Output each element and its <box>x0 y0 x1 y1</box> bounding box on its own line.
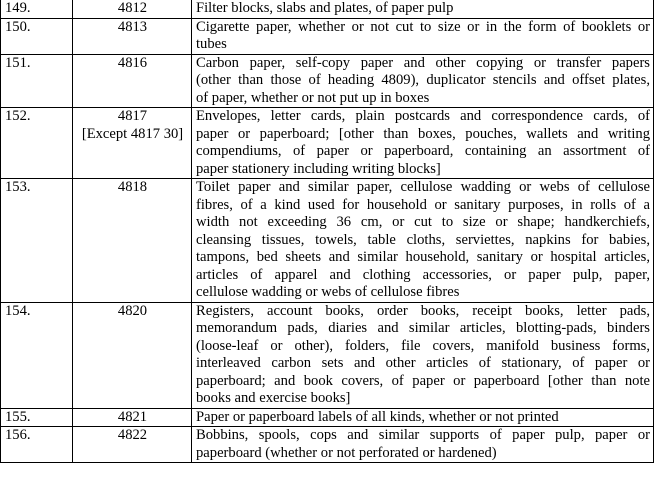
tariff-heading-code: 4821 <box>117 408 148 425</box>
description-cell <box>192 427 654 463</box>
description-line: (other than those of heading 4809), duplicator stencils and offset plates, <box>196 72 650 88</box>
description-line: paper stationery including writing blocks] <box>196 160 441 177</box>
description-line: Cigarette paper, whether or not cut to size or in the form of booklets or <box>196 18 650 35</box>
description-line: books and exercise books] <box>196 390 351 406</box>
serial-number-cell: 152. <box>1 108 73 179</box>
description-line: Paper or paperboard labels of all kinds, whether or not printed <box>196 408 559 425</box>
serial-number-cell: 155. <box>1 408 73 427</box>
description-cell <box>192 18 654 54</box>
tariff-heading-cell <box>73 408 192 427</box>
description-line: Toilet paper and similar paper, cellulose wadding or webs of cellulose <box>196 179 650 195</box>
tariff-heading-code: 4812 <box>117 0 148 16</box>
description-cell <box>192 302 654 408</box>
description-line: cellulose wadding or webs of cellulose fibres <box>196 284 460 300</box>
description-line: tampons, bed sheets and similar household, sanitary or hospital articles, <box>196 249 650 265</box>
serial-number-cell: 154. <box>1 302 73 408</box>
tariff-heading-code: 4813 <box>117 18 148 35</box>
description-line: (loose-leaf or other), folders, file covers, manifold business forms, <box>196 337 650 354</box>
tariff-heading-cell <box>73 302 192 408</box>
description-line: Bobbins, spools, cops and similar supports of paper pulp, paper or <box>196 427 650 443</box>
tariff-heading-code: 4818 <box>117 179 148 195</box>
tariff-heading-code: 4817 <box>117 108 148 124</box>
tariff-heading-cell <box>73 0 192 18</box>
description-line: Carbon paper, self-copy paper and other copying or transfer papers <box>196 54 650 71</box>
description-cell <box>192 54 654 108</box>
table-row <box>1 108 654 179</box>
table-row <box>1 0 654 18</box>
serial-number-cell: 149. <box>1 0 73 18</box>
description-line: width not exceeding 36 cm, or cut to size or shape; handkerchiefs, <box>196 214 650 230</box>
table-row <box>1 408 654 427</box>
description-cell <box>192 408 654 427</box>
description-line: tubes <box>196 36 227 52</box>
tariff-heading-cell <box>73 18 192 54</box>
description-cell <box>192 179 654 303</box>
table-row <box>1 302 654 408</box>
description-line: articles of apparel and clothing accessories, or paper pulp, paper, <box>196 266 650 283</box>
description-line: compendiums, of paper or paperboard, containing an assortment of <box>196 143 650 159</box>
table-row <box>1 54 654 108</box>
tariff-heading-cell <box>73 108 192 179</box>
description-line: cleansing tissues, towels, table cloths, serviettes, napkins for babies, <box>196 231 650 248</box>
tariff-heading-exception: [Except 4817 30] <box>81 125 184 142</box>
description-line: paperboard (whether or not perforated or hardened) <box>196 444 497 461</box>
description-line: memorandum pads, diaries and similar articles, blotting-pads, binders <box>196 320 650 336</box>
serial-number-cell: 153. <box>1 179 73 303</box>
tariff-heading-cell <box>73 179 192 303</box>
table-row <box>1 18 654 54</box>
serial-number-cell: 151. <box>1 54 73 108</box>
tariff-heading-code: 4820 <box>117 302 148 319</box>
description-line: of paper, whether or not put up in boxes <box>196 89 430 106</box>
tariff-table-body <box>1 0 654 463</box>
serial-number-cell: 150. <box>1 18 73 54</box>
tariff-heading-cell <box>73 54 192 108</box>
tariff-heading-code: 4816 <box>117 54 148 71</box>
description-line: paperboard; and book covers, of paper or paperboard [other than note <box>196 372 650 389</box>
description-line: Filter blocks, slabs and plates, of paper pulp <box>196 0 454 16</box>
table-row <box>1 427 654 463</box>
description-cell <box>192 0 654 18</box>
tariff-heading-code: 4822 <box>117 427 148 443</box>
tariff-heading-cell <box>73 427 192 463</box>
description-line: fibres, of a kind used for household or sanitary purposes, in rolls of a <box>196 196 650 213</box>
description-line: Envelopes, letter cards, plain postcards and correspondence cards, of <box>196 108 650 124</box>
description-cell <box>192 108 654 179</box>
table-row <box>1 179 654 303</box>
description-line: paper or paperboard; [other than boxes, pouches, wallets and writing <box>196 125 650 142</box>
description-line: Registers, account books, order books, receipt books, letter pads, <box>196 302 650 319</box>
description-line: interleaved carbon sets and other articles of stationary, of paper or <box>196 355 650 371</box>
serial-number-cell: 156. <box>1 427 73 463</box>
